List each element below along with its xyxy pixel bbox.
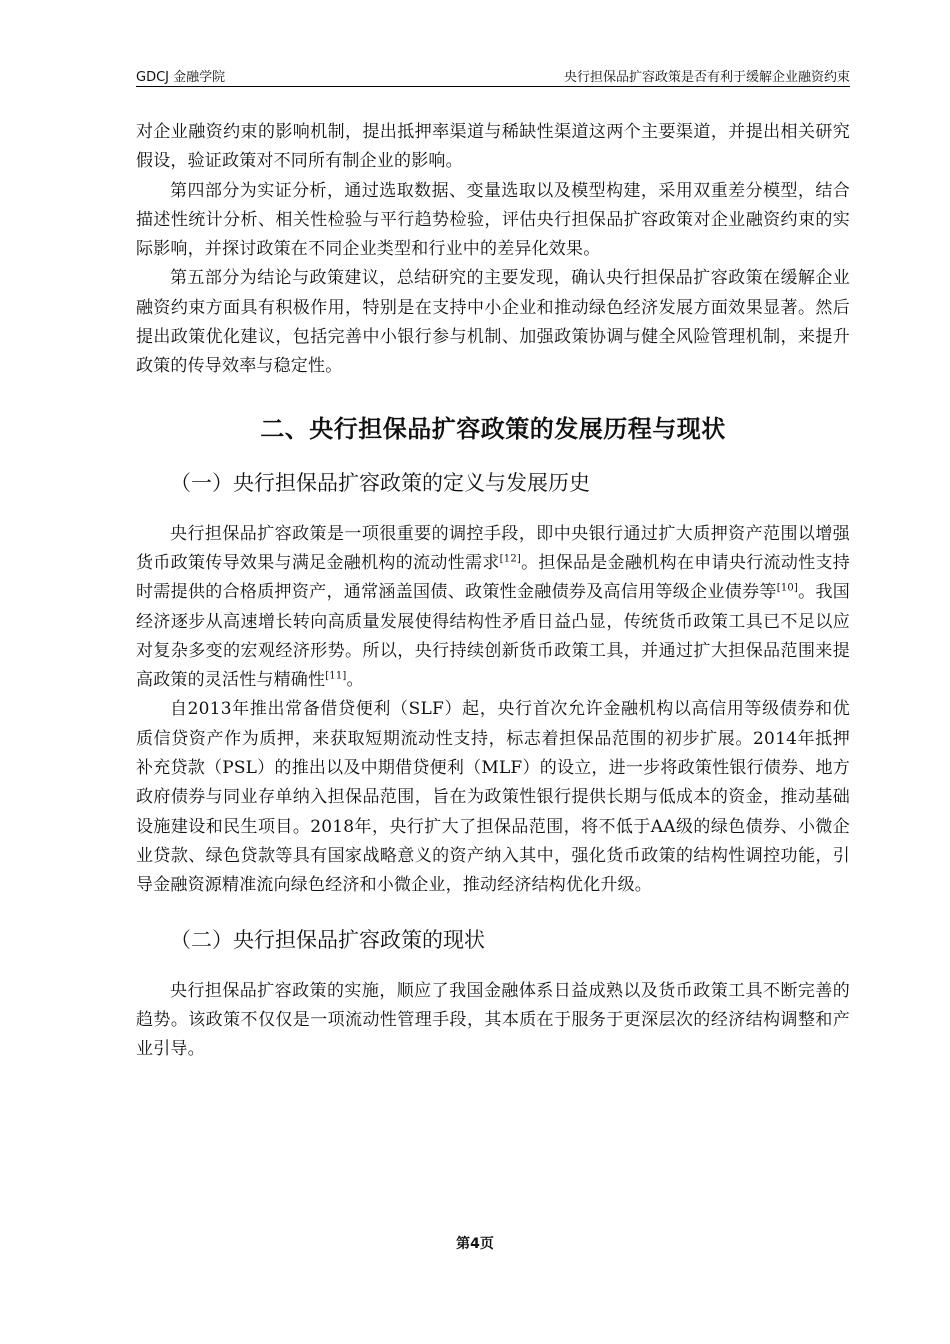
body-paragraph: 第四部分为实证分析，通过选取数据、变量选取以及模型构建，采用双重差分模型，结合描述性统计分析、相关性检验与平行趋势检验，评估央行担保品扩容政策对企业融资约束的实际影响，并探讨政策在不同企业类型和行业中的差异化效果。 bbox=[136, 180, 850, 260]
page-body bbox=[136, 118, 850, 1064]
header-institution: GDCJ 金融学院 bbox=[136, 70, 226, 85]
text-run: 。 bbox=[346, 670, 364, 691]
chapter-title: 二、央行担保品扩容政策的发展历程与现状 bbox=[260, 414, 726, 443]
section-title: （一）央行担保品扩容政策的定义与发展历史 bbox=[170, 470, 590, 495]
citation: [10] bbox=[776, 582, 799, 594]
body-paragraph: 央行担保品扩容政策的实施，顺应了我国金融体系日益成熟以及货币政策工具不断完善的趋势。该政策不仅仅是一项流动性管理手段，其本质在于服务于更深层次的经济结构调整和产业引导。 bbox=[136, 980, 850, 1060]
citation: [12] bbox=[499, 553, 521, 565]
body-paragraph bbox=[136, 520, 850, 696]
text-run: 。我国经济逐步从高速增长转向高质量发展使得结构性矛盾日益凸显，传统货币政策工具已不足以应对复杂多变的宏观经济形势。所以，央行持续创新货币政策工具，并通过扩大担保品范围来提高政策的灵活性与精确性 bbox=[136, 582, 850, 691]
text-run: 央行担保品扩容政策是一项很重要的调控手段，即中央银行通过扩大质押资产范围以增强货币政策传导效果与满足金融机构的流动性需求 bbox=[136, 523, 850, 573]
body-paragraph: 第五部分为结论与政策建议，总结研究的主要发现，确认央行担保品扩容政策在缓解企业融资约束方面具有积极作用，特别是在支持中小企业和推动绿色经济发展方面效果显著。然后提出政策优化建议，包括完善中小银行参与机制、加强政策协调与健全风险管理机制，来提升政策的传导效率与稳定性。 bbox=[136, 268, 850, 377]
page-header bbox=[136, 66, 850, 86]
citation: [11] bbox=[325, 670, 347, 682]
header-divider bbox=[136, 86, 850, 87]
body-paragraph: 对企业融资约束的影响机制，提出抵押率渠道与稀缺性渠道这两个主要渠道，并提出相关研究假设，验证政策对不同所有制企业的影响。 bbox=[136, 122, 850, 172]
page-number: 第4页 bbox=[456, 1236, 494, 1252]
body-paragraph: 自2013年推出常备借贷便利（SLF）起，央行首次允许金融机构以高信用等级债券和优质信贷资产作为质押，来获取短期流动性支持，标志着担保品范围的初步扩展。2014年抵押补充贷款（PSL）的推出以及中期借贷便利（MLF）的设立，进一步将政策性银行债券、地方政府债券与同业存单纳入担保品范围，旨在为政策性银行提供长期与低成本的资金，推动基础设施建设和民生项目。2018年，央行扩大了担保品范围，将不低于AA级的绿色债券、小微企业贷款、绿色贷款等具有国家战略意义的资产纳入其中，强化货币政策的结构性调控功能，引导金融资源精准流向绿色经济和小微企业，推动经济结构优化升级。 bbox=[136, 699, 850, 896]
header-paper-title: 央行担保品扩容政策是否有利于缓解企业融资约束 bbox=[563, 70, 850, 85]
section-title: （二）央行担保品扩容政策的现状 bbox=[170, 927, 485, 952]
text-run: 。担保品是金融机构在申请央行流动性支持时需提供的合格质押资产，通常涵盖国债、政策性金融债券及高信用等级企业债券等 bbox=[136, 552, 850, 603]
